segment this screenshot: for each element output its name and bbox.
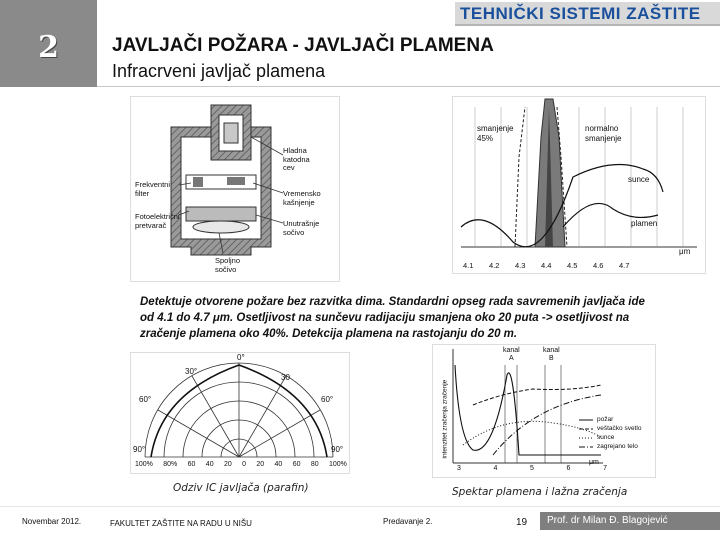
label-delay: Vremensko kašnjenje <box>283 189 321 207</box>
angle-0: 0° <box>237 353 245 362</box>
x-tick: 4.7 <box>619 261 630 270</box>
slide-number: 2 <box>38 30 59 65</box>
label-attenuation-45: smanjenje 45% <box>477 124 514 143</box>
channel-a-label: kanal A <box>503 347 520 362</box>
radial-tick: 20 <box>256 461 265 468</box>
x-tick: 4.4 <box>541 261 552 270</box>
radial-tick: 60 <box>292 461 301 468</box>
angle-90-left: 90° <box>133 445 146 454</box>
y-axis-label: intenzitet zračenja zračenje <box>441 379 449 459</box>
x-tick: 4 <box>493 465 498 472</box>
fire-curve <box>455 365 601 455</box>
angle-60-right: 60° <box>321 395 334 404</box>
chip-1 <box>193 177 203 187</box>
label-cathode: Hladna katodna cev <box>283 146 310 172</box>
legend-item: zagrejano telo <box>597 443 638 450</box>
radial-tick: 100% <box>135 461 153 468</box>
legend <box>597 415 641 451</box>
footer-divider <box>0 506 720 507</box>
body-text: Detektuje otvorene požare bez razvitka dima. Standardni opseg rada savremenih javljača ide od 4.1 do 4.7 μm. Osetljivost na sunčevu radijaciju smanjena oko 20 puta -> osetljivost na zračenje plamena oko 40%. Detekcija plamena na rastojanju do 20 m. <box>140 296 645 340</box>
x-tick: 4.5 <box>567 261 578 270</box>
label-flame: plamen <box>631 219 658 228</box>
polar-grid <box>145 363 333 457</box>
x-tick: 3 <box>457 465 461 472</box>
x-tick: 5 <box>530 465 534 472</box>
footer-lecture: Predavanje 2. <box>383 517 433 526</box>
legend-item: veštačko svetlo <box>597 425 642 432</box>
page-number: 19 <box>516 517 528 528</box>
x-tick: 6 <box>566 465 571 472</box>
legend-swatches <box>579 420 593 447</box>
angle-30-right: 30 <box>281 373 290 382</box>
label-unit: μm <box>679 247 691 256</box>
angle-30-left: 30° <box>185 367 198 376</box>
spectrum-chart <box>452 96 706 274</box>
label-inner-lens: Unutrašnje sočivo <box>283 219 320 237</box>
radial-tick: 40 <box>274 461 283 468</box>
footer-professor: Prof. dr Milan Đ. Blagojević <box>547 515 668 526</box>
spectral-chart-svg <box>433 345 655 477</box>
header-divider <box>97 86 720 87</box>
tick-row <box>463 261 703 270</box>
radial-tick: 80 <box>310 461 319 468</box>
radial-tick: 40 <box>205 461 214 468</box>
x-tick: 4.2 <box>489 261 500 270</box>
chip-2 <box>227 177 245 185</box>
brand-title: TEHNIČKI SISTEMI ZAŠTITE <box>460 4 701 23</box>
x-tick: 7 <box>603 465 607 472</box>
radial-tick: 0 <box>242 461 247 468</box>
artificial-light-curve <box>473 385 601 405</box>
x-tick: 4.6 <box>593 261 604 270</box>
label-normal-attenuation: normalno smanjenje <box>585 124 622 143</box>
spectral-caption: Spektar plamena i lažna zračenja <box>452 486 628 498</box>
angle-60-left: 60° <box>139 395 152 404</box>
label-sun: sunce <box>628 175 650 184</box>
channel-b-label: kanal B <box>543 347 560 362</box>
radial-tick: 20 <box>223 461 232 468</box>
footer-date: Novembar 2012. <box>22 517 82 526</box>
angle-90-right: 90° <box>331 445 344 454</box>
polar-chart <box>130 352 350 474</box>
x-tick-row <box>457 465 607 472</box>
label-photocell: Fotoelektrični pretvarač <box>135 212 180 230</box>
radial-tick: 60 <box>187 461 196 468</box>
label-freq-filter: Frekventni filter <box>135 180 171 198</box>
outer-lens-shape <box>193 221 249 233</box>
x-unit: μm <box>589 459 599 466</box>
radial-tick-row <box>135 461 347 468</box>
sun-curve <box>463 421 601 445</box>
slide-subtitle: Infracrveni javljač plamena <box>112 61 326 81</box>
hot-body-curve <box>493 395 601 455</box>
x-tick: 4.1 <box>463 261 474 270</box>
detector-diagram <box>130 96 340 282</box>
legend-item: sunce <box>597 434 615 441</box>
legend-item: požar <box>597 416 614 423</box>
polar-chart-svg <box>131 353 349 473</box>
slide-title: JAVLJAČI POŽARA - JAVLJAČI PLAMENA <box>112 35 494 56</box>
radial-tick: 80% <box>163 461 178 468</box>
radial-tick: 100% <box>329 461 347 468</box>
spectral-chart <box>432 344 656 478</box>
cathode-element <box>224 123 238 143</box>
polar-caption: Odziv IC javljača (parafin) <box>173 482 309 494</box>
x-tick: 4.3 <box>515 261 526 270</box>
footer-faculty: FAKULTET ZAŠTITE NA RADU U NIŠU <box>110 519 252 528</box>
label-outer-lens: Spoljno sočivo <box>215 256 241 274</box>
inner-lens-shape <box>186 207 256 221</box>
